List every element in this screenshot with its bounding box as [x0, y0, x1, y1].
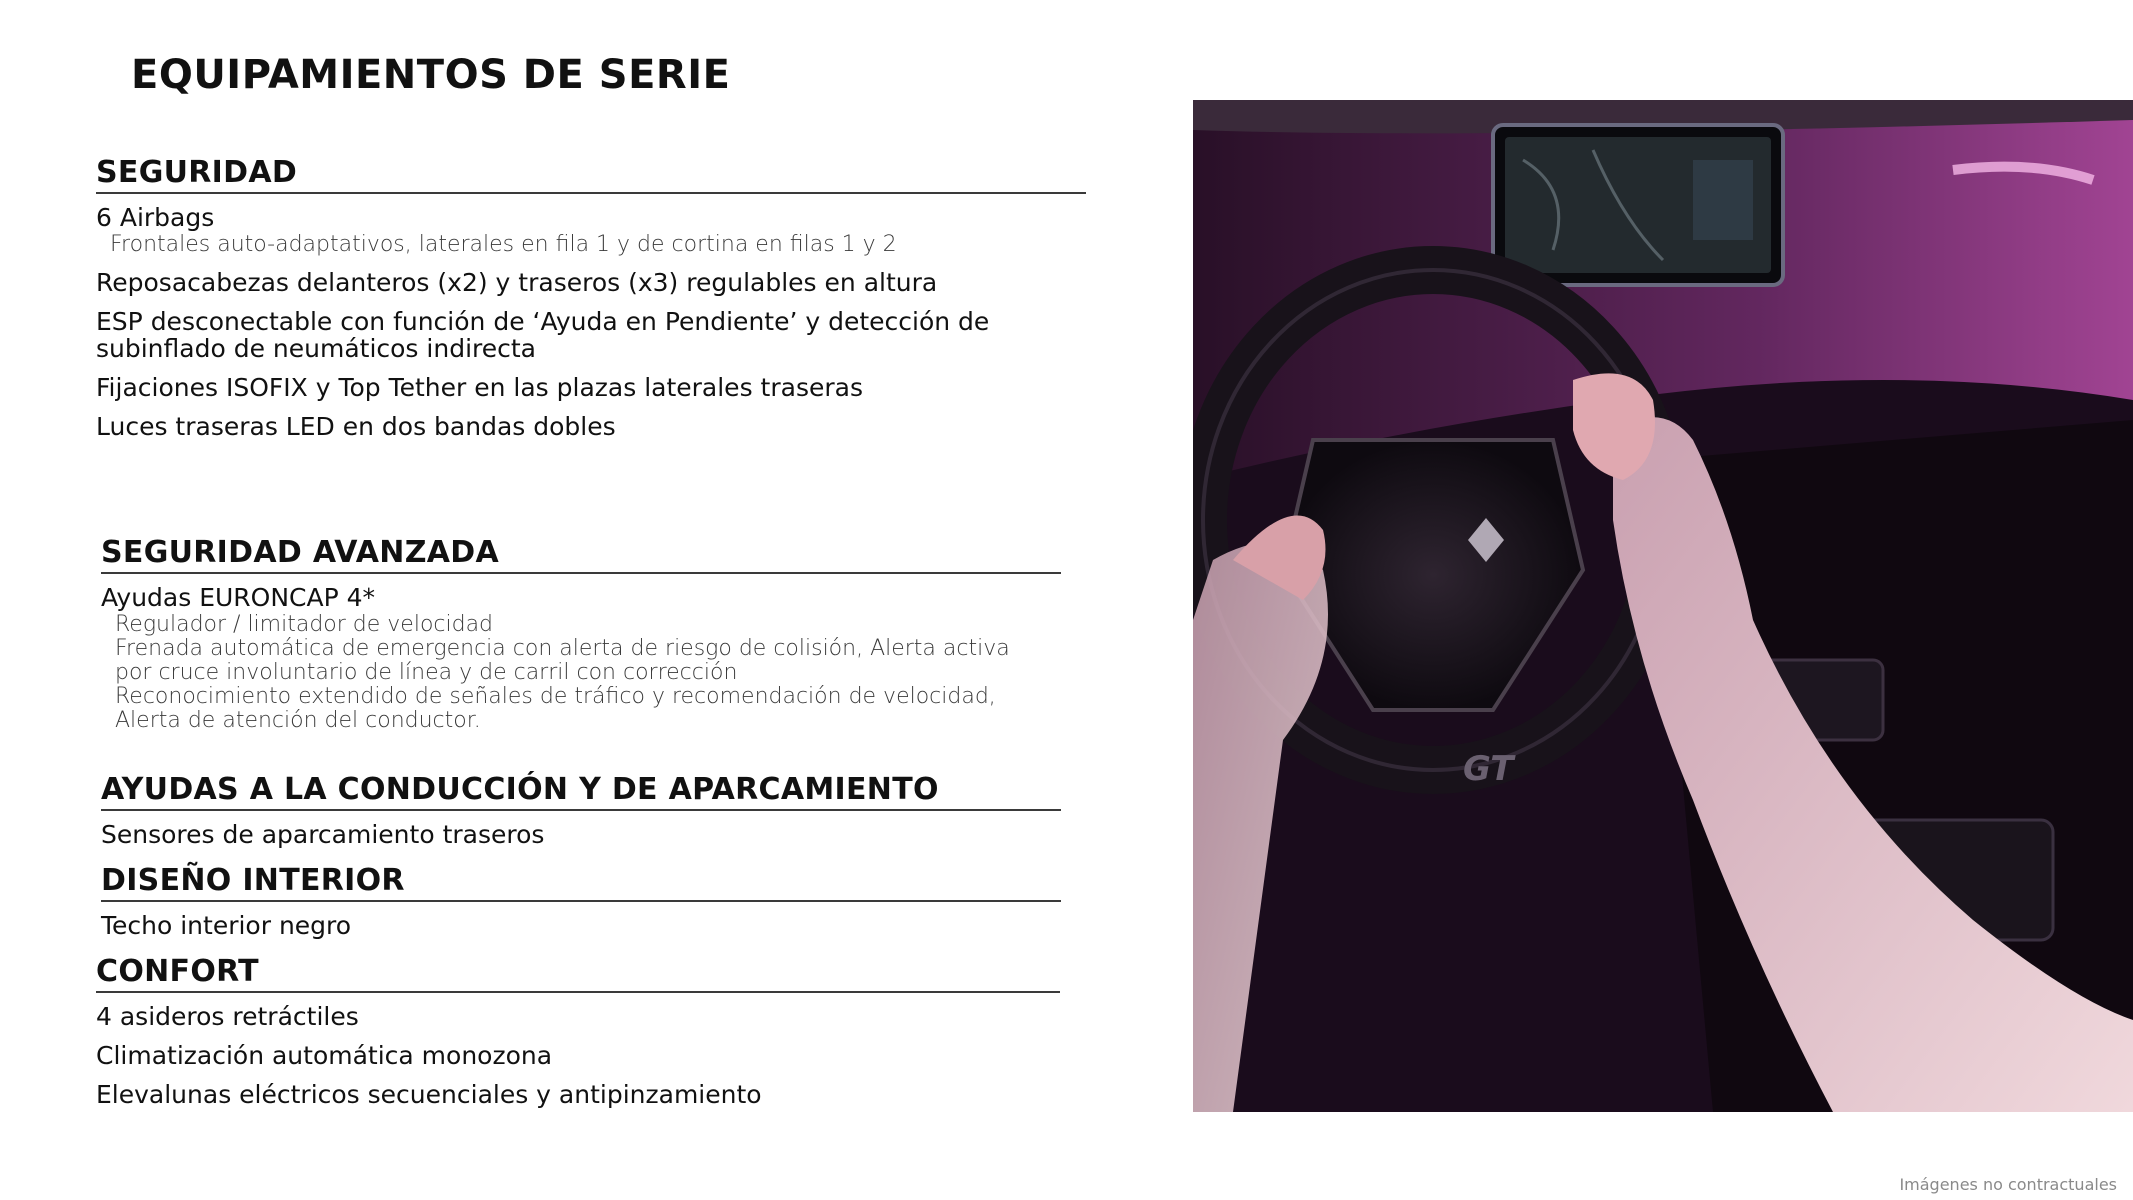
section-title: SEGURIDAD AVANZADA [101, 536, 1061, 574]
feature-item: Techo interior negro [101, 911, 352, 940]
feature-item: 6 Airbags [96, 203, 215, 232]
car-interior-illustration [1193, 100, 2133, 1112]
car-interior-photo [1193, 100, 2133, 1112]
section-ayudas [101, 773, 1061, 848]
section-title: DISEÑO INTERIOR [101, 864, 1061, 902]
page-title: EQUIPAMIENTOS DE SERIE [131, 52, 731, 98]
feature-item: Climatización automática monozona [96, 1041, 553, 1070]
feature-item: Fijaciones ISOFIX y Top Tether en las plazas laterales traseras [96, 373, 863, 402]
feature-detail: Frenada automática de emergencia con alerta de riesgo de colisión, Alerta activa por cruce involuntario de línea y de carril con corrección [115, 636, 1010, 685]
feature-item: Reposacabezas delanteros (x2) y traseros (x3) regulables en altura [96, 268, 938, 297]
section-title: CONFORT [96, 955, 1060, 993]
feature-item: Sensores de aparcamiento traseros [101, 820, 545, 849]
feature-detail: Frontales auto-adaptativos, laterales en fila 1 y de cortina en filas 1 y 2 [110, 232, 897, 257]
disclaimer: Imágenes no contractuales [1899, 1175, 2117, 1194]
feature-item: Ayudas EURONCAP 4* [101, 583, 376, 612]
feature-item: Elevalunas eléctricos secuenciales y antipinzamiento [96, 1080, 762, 1109]
feature-item: Luces traseras LED en dos bandas dobles [96, 412, 616, 441]
gt-badge: GT [1463, 749, 1514, 789]
section-seguridad [96, 156, 1086, 440]
feature-item: 4 asideros retráctiles [96, 1002, 359, 1031]
section-confort [96, 955, 1060, 1108]
feature-detail: Reconocimiento extendido de señales de tráfico y recomendación de velocidad, Alerta de atención del conductor. [115, 684, 996, 733]
section-title: SEGURIDAD [96, 156, 1086, 194]
feature-item: ESP desconectable con función de ‘Ayuda en Pendiente’ y detección de subinflado de neumáticos indirecta [96, 307, 990, 363]
section-title: AYUDAS A LA CONDUCCIÓN Y DE APARCAMIENTO [101, 773, 1061, 811]
section-seguridad-avanzada [101, 536, 1061, 733]
section-diseno-interior [101, 864, 1061, 939]
feature-detail: Regulador / limitador de velocidad [115, 612, 494, 637]
